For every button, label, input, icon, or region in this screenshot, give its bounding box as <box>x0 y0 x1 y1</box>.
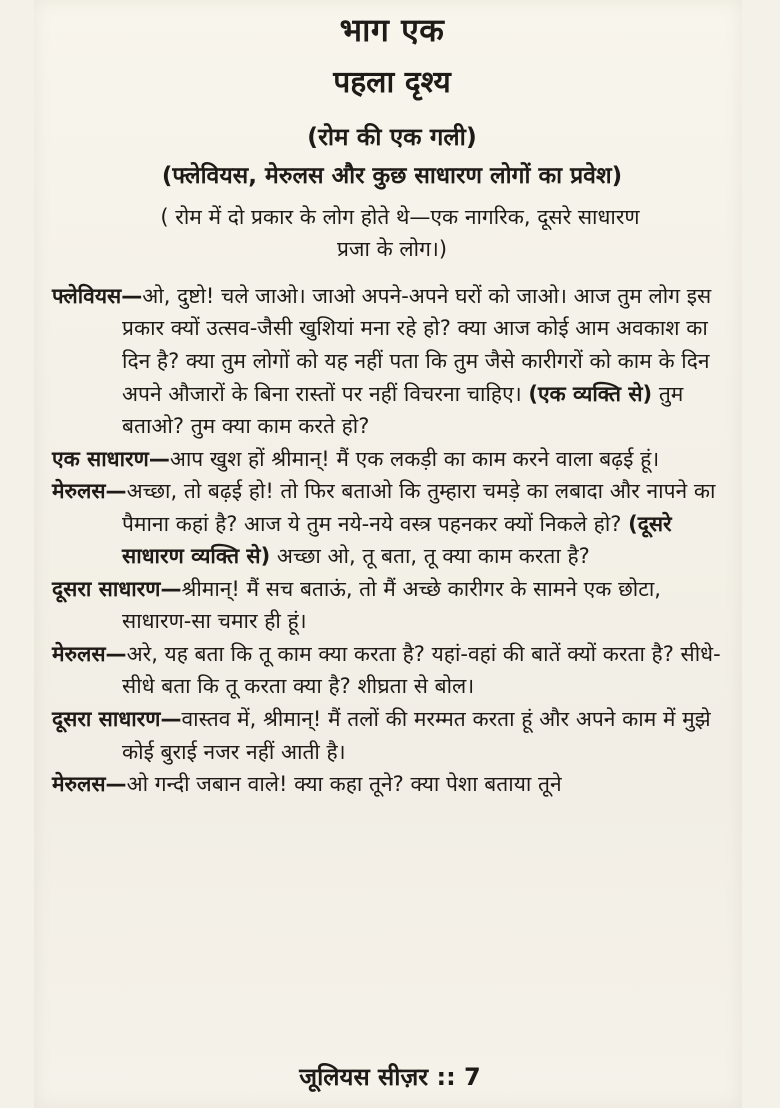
speech-text: आप खुश हों श्रीमान्! मैं एक लकड़ी का काम करने वाला बढ़ई हूं। <box>169 446 660 471</box>
speech-second-commoner <box>52 573 732 638</box>
speaker-label: एक साधारण— <box>52 446 170 471</box>
speech-text-continued: अच्छा ओ, तू बता, तू क्या काम करता है? <box>276 544 590 569</box>
speech-marullus <box>52 475 732 573</box>
speech-second-commoner-2 <box>52 703 732 768</box>
speech-text: वास्तव में, श्रीमान्! मैं तलों की मरम्मत करता हूं और अपने काम में मुझे कोई बुराई नजर नहीं आती है। <box>122 706 711 764</box>
speech-text: ओ, दुष्टो! चले जाओ। जाओ अपने-अपने घरों को जाओ। आज तुम लोग इस प्रकार क्यों उत्सव-जैसी खुशियां मना रहे हो? क्या आज कोई आम अवकाश का दिन है? क्या तुम लोगों को यह नहीं पता कि तुम जैसे कारीगरों को काम के दिन अपने औजारों के बिना रास्तों पर नहीं विचरना चाहिए। <box>122 283 712 406</box>
speech-commoner <box>52 443 732 476</box>
stage-entry: (फ्लेवियस, मेरुलस और कुछ साधारण लोगों का प्रवेश) <box>161 163 623 190</box>
scene-location: (रोम की एक गली) <box>307 123 477 152</box>
speech-text: ओ गन्दी जबान वाले! क्या कहा तूने? क्या पेशा बताया तूने <box>126 772 562 797</box>
stage-direction: (एक व्यक्ति से) <box>528 381 653 406</box>
speech-flavius <box>52 280 732 443</box>
speech-text: अरे, यह बता कि तू काम क्या करता है? यहां-वहां की बातें क्यों करता है? सीधे-सीधे बता कि तू करता क्या है? शीघ्रता से बोल। <box>122 641 721 699</box>
speaker-label: दूसरा साधारण— <box>52 576 182 601</box>
speaker-label: फ्लेवियस— <box>52 283 143 308</box>
note-line-2: प्रजा के लोग।) <box>336 237 448 262</box>
scene-heading: पहला दृश्य <box>333 64 451 100</box>
speaker-label: मेरुलस— <box>52 641 127 666</box>
speaker-label: मेरुलस— <box>52 479 127 504</box>
page-footer: जूलियस सीज़र :: 7 <box>299 1063 481 1091</box>
note-line-1: ( रोम में दो प्रकार के लोग होते थे—एक नागरिक, दूसरे साधारण <box>160 204 640 229</box>
speaker-label: दूसरा साधारण— <box>52 706 182 731</box>
dialogue-block <box>52 280 732 801</box>
speaker-label: मेरुलस— <box>52 772 127 797</box>
speech-marullus-2 <box>52 638 732 703</box>
part-heading: भाग एक <box>339 11 445 49</box>
stage-direction: (दूसरे साधारण व्यक्ति से) <box>122 511 672 569</box>
speech-text-continued: तुम बताओ? तुम क्या काम करते हो? <box>122 381 684 439</box>
speech-text: अच्छा, तो बढ़ई हो! तो फिर बताओ कि तुम्हारा चमड़े का लबादा और नापने का पैमाना कहां है? आज ये तुम नये-नये वस्त्र पहनकर क्यों निकले हो? <box>122 479 716 536</box>
page-content <box>52 11 732 801</box>
speech-marullus-3 <box>52 768 732 801</box>
stage-note <box>52 201 732 266</box>
speech-text: श्रीमान्! मैं सच बताऊं, तो मैं अच्छे कारीगर के सामने एक छोटा, साधारण-सा चमार ही हूं। <box>122 576 661 634</box>
